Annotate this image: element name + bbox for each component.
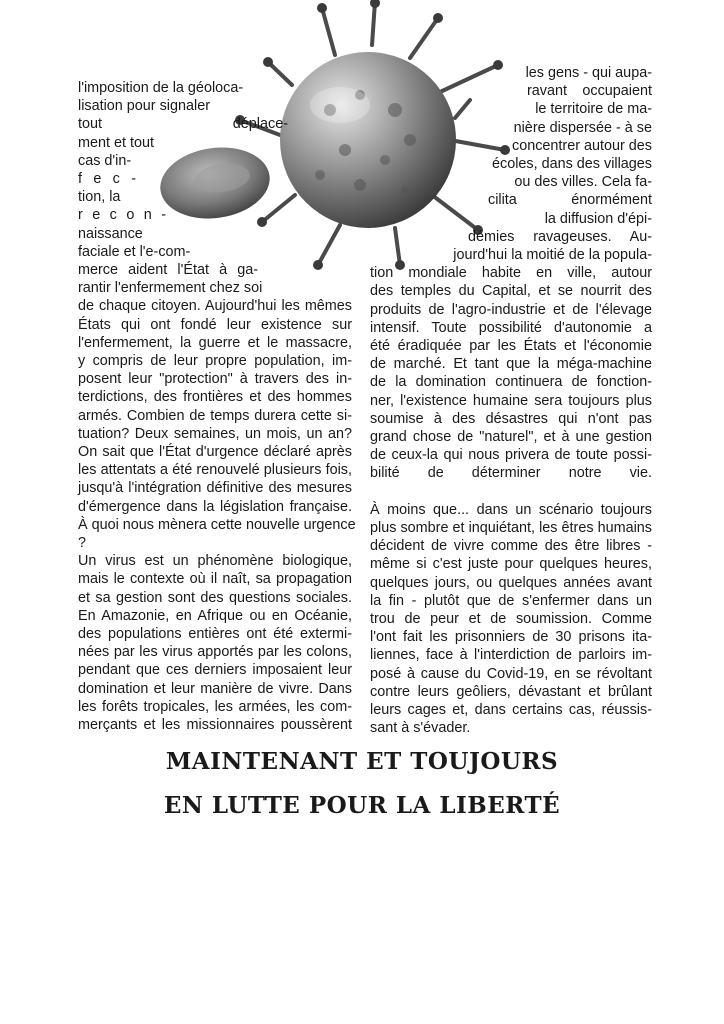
- left-column-line: lisation pour signaler: [78, 98, 210, 115]
- left-column-line: On sait que l'État d'urgence déclaré après: [78, 444, 352, 460]
- left-column-line: jusqu'à l'intégration définitive des mesures: [78, 480, 352, 497]
- right-column-line: le territoire de ma-: [535, 101, 652, 118]
- left-column-line: naissance: [78, 225, 143, 242]
- left-column-line: Un virus est un phénomène biologique,: [78, 553, 352, 570]
- left-column-line: tout déplace-: [78, 116, 288, 133]
- right-column-line: concentrer autour des: [512, 137, 652, 154]
- left-column-line: merce aident l'État à ga-: [78, 262, 258, 278]
- right-column-line: des temples du Capital, et se nourrit des: [370, 283, 652, 300]
- left-column-line: merçants et les missionnaires poussèrent: [78, 717, 352, 733]
- left-column-line: les forêts tropicales, les armées, les com-: [78, 698, 352, 715]
- right-column-line: ner, l'existence humaine sera toujours plus: [370, 392, 652, 409]
- left-column-line: tion, la: [78, 189, 121, 206]
- left-column-line: f e c -: [78, 171, 136, 187]
- right-column-line: contre leurs geôliers, dévastant et brûlant: [370, 683, 652, 700]
- left-column-line: rantir l'enfermement chez soi: [78, 280, 263, 297]
- left-column-line: et sa gestion sont des questions sociales.: [78, 589, 352, 606]
- right-column-line: de la domination continuera de fonction-: [370, 374, 652, 391]
- left-column-line: ment et tout: [78, 134, 154, 151]
- right-column-line: même si c'est juste pour quelques heures,: [370, 556, 652, 573]
- left-column-line: tuation? Deux semaines, un mois, un an?: [78, 425, 352, 442]
- right-column-line: écoles, dans des villages: [492, 156, 652, 172]
- right-column-line: cilita énormément: [488, 192, 652, 209]
- left-column-line: pendant que ces derniers imposaient leur: [78, 662, 352, 679]
- left-column-line: de chaque citoyen. Aujourd'hui les mêmes: [78, 298, 352, 315]
- right-column-line: de ceux-la qui nous privera de toute possi-: [370, 447, 652, 464]
- right-column-line: l'ont fait les prisonniers de 30 prisons ita-: [370, 629, 652, 646]
- right-column-line: été éradiquée par les États et l'économie: [370, 338, 652, 354]
- right-column-line: jourd'hui la moitié de la popula-: [453, 247, 652, 263]
- right-column-line: démies ravageuses. Au-: [468, 228, 652, 245]
- left-column-line: À quoi nous mènera cette nouvelle urgence: [78, 516, 356, 533]
- right-column-line: À moins que... dans un scénario toujours: [370, 501, 652, 518]
- right-column-line: la diffusion d'épi-: [544, 210, 652, 227]
- right-column-line: la fin - plutôt que de s'enfermer dans un: [370, 592, 652, 609]
- right-column-line: ravant occupaient: [527, 83, 652, 100]
- left-column-line: faciale et l'e-com-: [78, 243, 191, 260]
- left-column-line: y compris de leur propre population, im-: [78, 353, 352, 369]
- right-column-line: liennes, face à l'interdiction de parloirs im-: [370, 647, 652, 664]
- left-column-line: l'enfermement, la guerre et le massacre,: [78, 334, 352, 351]
- right-column-line: bilité de déterminer notre vie.: [370, 465, 652, 482]
- blood-cell-icon: [156, 141, 275, 226]
- left-column-line: ?: [78, 535, 87, 551]
- right-column-line: soumise à des désastres qui n'ont pas: [370, 410, 652, 427]
- right-column-line: intensif. Toute possibilité d'autonomie a: [370, 319, 652, 336]
- left-column-line: l'imposition de la géoloca-: [78, 80, 244, 96]
- left-column-line: posent leur "protection" à travers des in-: [78, 371, 352, 388]
- right-column-line: ou des villes. Cela fa-: [514, 174, 652, 191]
- right-column-line: leurs cages et, dans certains cas, réussis-: [370, 702, 652, 718]
- left-column-line: d'émergence dans la législation française.: [78, 498, 352, 515]
- right-column-line: posé à cause du Covid-19, en se révoltant: [370, 665, 652, 682]
- left-column-line: r e c o n -: [78, 207, 166, 224]
- right-column-line: nière dispersée - à se: [513, 119, 652, 136]
- left-column-line: les attentats a été renouvelé plusieurs fois,: [78, 462, 352, 479]
- left-column-line: En Amazonie, en Afrique ou en Océanie,: [78, 607, 352, 624]
- right-column-line: plus sombre et inquiétant, les êtres humains: [370, 520, 652, 536]
- right-column-line: les gens - qui aupa-: [525, 65, 652, 81]
- left-column-line: armés. Combien de temps durera cette si-: [78, 407, 352, 424]
- closing-title-line-2: EN LUTTE POUR LA LIBERTÉ: [163, 792, 561, 819]
- left-column-line: États qui ont fondé leur existence sur: [78, 316, 352, 333]
- left-column-line: des populations entières ont été extermi-: [78, 626, 352, 642]
- left-column-line: cas d'in-: [78, 152, 132, 169]
- closing-title-line-1: MAINTENANT ET TOUJOURS: [165, 748, 559, 775]
- left-column-line: mais le contexte où il naît, sa propagation: [78, 571, 352, 588]
- right-column-line: quelques jours, ou quelques années avant: [370, 574, 652, 591]
- right-column-line: décident de vivre comme des être libres -: [370, 538, 652, 555]
- left-column-line: terdictions, des frontières et des hommes: [78, 389, 352, 406]
- right-column-line: trou de peur et de soumission. Comme: [370, 611, 652, 627]
- right-column-line: tion mondiale habite en ville, autour: [370, 265, 652, 282]
- right-column-line: sant à s'évader.: [370, 720, 471, 737]
- right-column-line: de marché. Et tant que la méga-machine: [370, 356, 652, 373]
- right-column-line: produits de l'agro-industrie et de l'élevage: [370, 301, 652, 318]
- left-column-line: nées par les virus apportés par les colons,: [78, 644, 352, 661]
- right-column-line: grand chose de "naturel", et à une gestion: [370, 429, 652, 445]
- left-column-line: domination et leur manière de vivre. Dans: [78, 680, 352, 697]
